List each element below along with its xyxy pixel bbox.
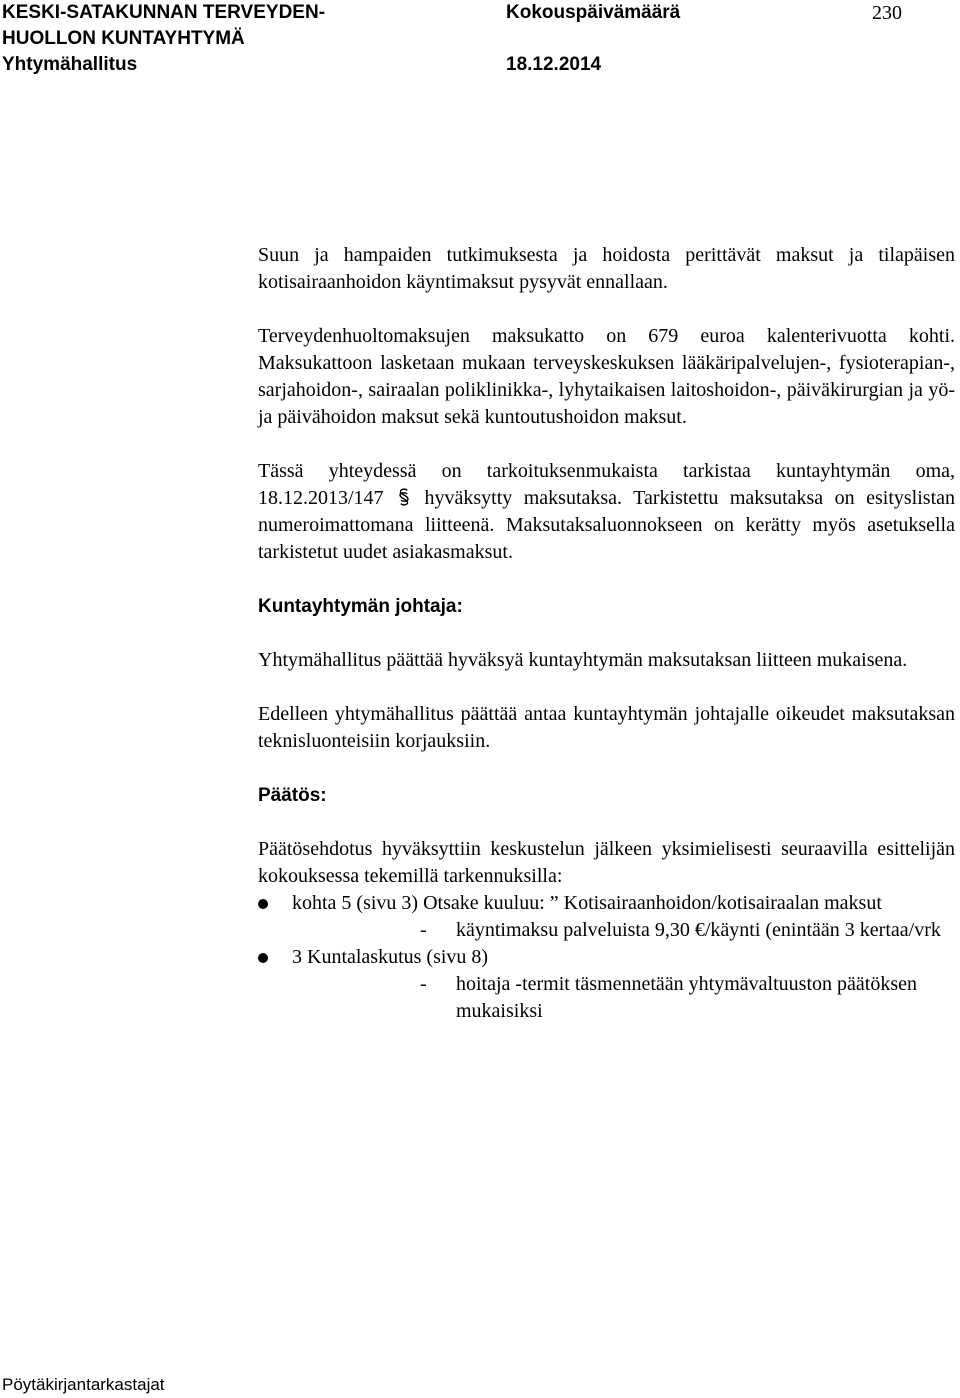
list-item-text: 3 Kuntalaskutus (sivu 8) — [292, 946, 489, 968]
dash-marker: - — [420, 919, 427, 941]
list-item — [258, 944, 955, 1025]
section-sign-icon — [397, 487, 411, 507]
paragraph-tariff-review-part1: Tässä yhteydessä on tarkoituksenmukaista tarkistaa kuntayhtymän oma, 18.12.2013/147 — [258, 460, 955, 509]
meeting-body: Yhtymähallitus — [2, 54, 138, 75]
organization-name-line1: KESKI-SATAKUNNAN TERVEYDEN- — [2, 2, 326, 23]
bullet-icon — [258, 953, 268, 963]
paragraph-tariff-review — [258, 458, 955, 566]
list-sub-item — [292, 917, 955, 944]
decision-intro: Päätösehdotus hyväksyttiin keskustelun jälkeen yksimielisesti seuraavilla esittelijän kokouksessa tekemillä tarkennuksilla: — [258, 838, 955, 887]
director-proposal-heading: Kuntayhtymän johtaja: — [258, 596, 463, 617]
list-sub-item-text: hoitaja -termit täsmennetään yhtymävaltuuston päätöksen mukaisiksi — [456, 973, 917, 1022]
meeting-date-label: Kokouspäivämäärä — [506, 2, 681, 23]
organization-name-line2: HUOLLON KUNTAYHTYMÄ — [2, 28, 245, 49]
list-item-text: kohta 5 (sivu 3) Otsake kuuluu: ” Kotisairaanhoidon/kotisairaalan maksut — [292, 892, 882, 914]
bullet-icon — [258, 899, 268, 909]
meeting-date: 18.12.2014 — [506, 54, 602, 75]
list-sub-item-text: käyntimaksu palveluista 9,30 €/käynti (enintään 3 kertaa/vrk — [456, 919, 941, 941]
proposal-paragraph-approve: Yhtymähallitus päättää hyväksyä kuntayhtymän maksutaksan liitteen mukaisena. — [258, 649, 908, 671]
paragraph-dental-fees: Suun ja hampaiden tutkimuksesta ja hoidosta perittävät maksut ja tilapäisen kotisairaanhoidon käyntimaksut pysyvät ennallaan. — [258, 244, 955, 293]
proposal-paragraph-corrections: Edelleen yhtymähallitus päättää antaa kuntayhtymän johtajalle oikeudet maksutaksan teknisluonteisiin korjauksiin. — [258, 703, 955, 752]
paragraph-payment-ceiling: Terveydenhuoltomaksujen maksukatto on 679 euroa kalenterivuotta kohti. Maksukattoon lasketaan mukaan terveyskeskuksen lääkäripalvelujen-, fysioterapian-, sarjahoidon-, sairaalan poliklinikka-, lyhytaikaisen laitoshoidon-, päiväkirurgian ja yö- ja päivähoidon maksut sekä kuntoutushoidon maksut. — [258, 325, 955, 428]
page-number: 230 — [872, 2, 902, 24]
paragraph-tariff-review-part2: hyväksytty maksutaksa. Tarkistettu maksutaksa on esityslistan numeroimattomana liitteenä. Maksutaksaluonnokseen on kerätty myös asetuksella tarkistetut uudet asiakasmaksut. — [258, 487, 955, 563]
list-sub-item — [292, 971, 955, 1025]
document-body — [258, 242, 955, 1025]
decision-heading: Päätös: — [258, 785, 327, 806]
page-header — [0, 0, 960, 90]
minutes-checkers-label: Pöytäkirjantarkastajat — [2, 1375, 165, 1394]
list-item — [258, 890, 955, 944]
dash-marker: - — [420, 973, 427, 995]
decision-amendments-list — [258, 890, 955, 1025]
